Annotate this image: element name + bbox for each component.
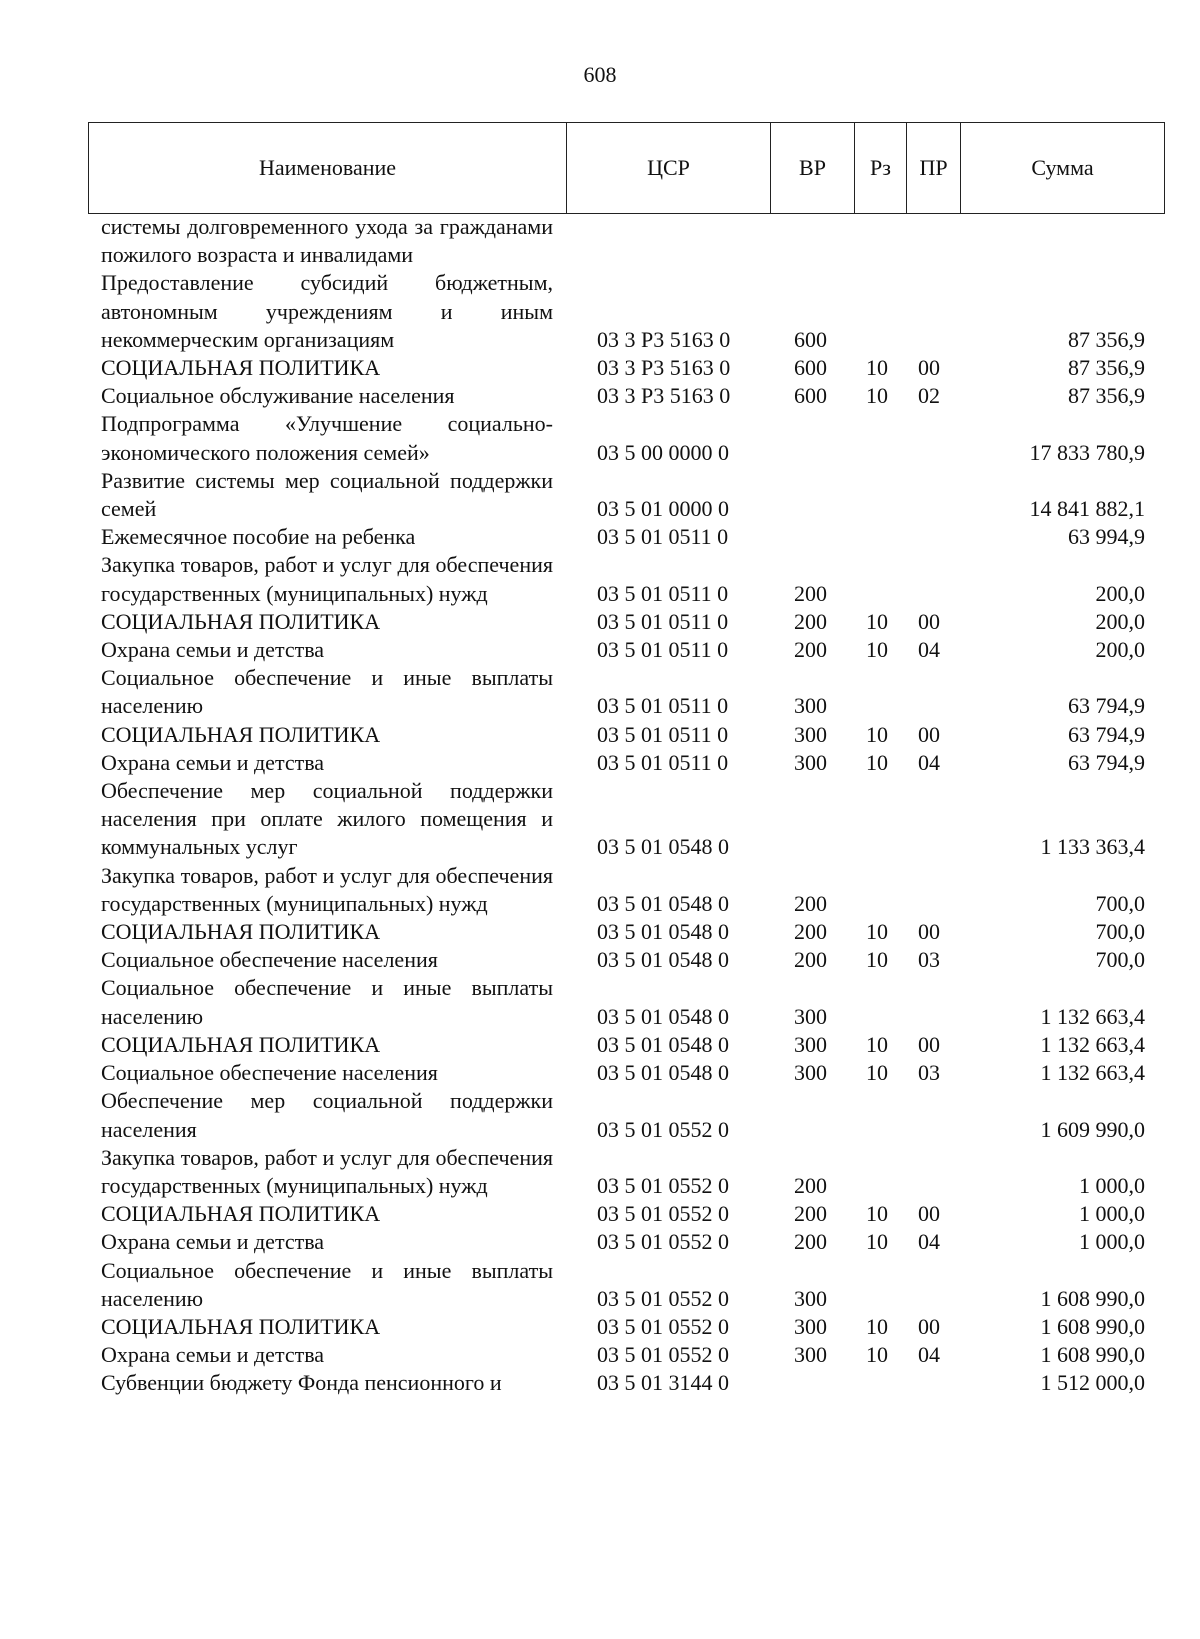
- row-name: СОЦИАЛЬНАЯ ПОЛИТИКА: [101, 721, 381, 747]
- row-sum: 63 794,9: [1068, 721, 1145, 747]
- row-pr: 00: [918, 1201, 940, 1227]
- row-name: СОЦИАЛЬНАЯ ПОЛИТИКА: [101, 919, 381, 945]
- row-name: Подпрограмма «Улучшение социально-экономического положения семей»: [101, 411, 553, 465]
- row-vr: 200: [794, 1229, 827, 1255]
- row-name: СОЦИАЛЬНАЯ ПОЛИТИКА: [101, 608, 381, 634]
- row-sum: 1 132 663,4: [1040, 1003, 1145, 1029]
- row-pr: 03: [918, 1060, 940, 1086]
- table-row: [0, 467, 1200, 523]
- header-sum: Сумма: [961, 123, 1165, 214]
- row-pr: 04: [918, 637, 940, 663]
- row-csr: 03 5 01 0511 0: [597, 637, 729, 663]
- table-row: [0, 1200, 1200, 1228]
- row-sum: 87 356,9: [1068, 383, 1145, 409]
- row-pr: 03: [918, 947, 940, 973]
- row-csr: 03 3 Р3 5163 0: [597, 326, 731, 352]
- row-vr: 600: [794, 355, 827, 381]
- table-row: [0, 1257, 1200, 1313]
- table-row: [0, 1313, 1200, 1341]
- row-csr: 03 5 01 0548 0: [597, 947, 729, 973]
- header-pr: ПР: [907, 123, 961, 214]
- row-csr: 03 5 01 0548 0: [597, 1003, 729, 1029]
- table-row: [0, 1059, 1200, 1087]
- table-row: [0, 749, 1200, 777]
- table-row: [0, 636, 1200, 664]
- table-row: [0, 1369, 1200, 1397]
- row-csr: 03 5 01 0552 0: [597, 1285, 729, 1311]
- row-sum: 87 356,9: [1068, 326, 1145, 352]
- row-vr: 200: [794, 1172, 827, 1198]
- row-sum: 63 794,9: [1068, 749, 1145, 775]
- row-csr: 03 5 00 0000 0: [597, 439, 729, 465]
- row-pr: 00: [918, 1313, 940, 1339]
- table-row: [0, 1087, 1200, 1143]
- row-csr: 03 5 01 0548 0: [597, 1060, 729, 1086]
- row-csr: 03 5 01 3144 0: [597, 1370, 729, 1396]
- table-row: [0, 777, 1200, 862]
- row-name: СОЦИАЛЬНАЯ ПОЛИТИКА: [101, 355, 381, 381]
- header-rz: Рз: [855, 123, 907, 214]
- row-pr: 04: [918, 749, 940, 775]
- row-csr: 03 5 01 0548 0: [597, 834, 729, 860]
- row-name: Социальное обеспечение и иные выплаты населению: [101, 665, 553, 719]
- row-name: СОЦИАЛЬНАЯ ПОЛИТИКА: [101, 1031, 381, 1057]
- row-pr: 00: [918, 721, 940, 747]
- row-rz: 10: [866, 721, 888, 747]
- row-sum: 1 000,0: [1079, 1229, 1145, 1255]
- row-sum: 1 133 363,4: [1040, 834, 1145, 860]
- row-csr: 03 5 01 0548 0: [597, 919, 729, 945]
- row-sum: 1 000,0: [1079, 1172, 1145, 1198]
- row-name: Закупка товаров, работ и услуг для обеспечения государственных (муниципальных) нужд: [101, 552, 553, 606]
- row-sum: 17 833 780,9: [1029, 439, 1145, 465]
- header-vr: ВР: [771, 123, 855, 214]
- row-vr: 300: [794, 749, 827, 775]
- table-row: [0, 523, 1200, 551]
- row-sum: 14 841 882,1: [1029, 496, 1145, 522]
- row-vr: 300: [794, 1285, 827, 1311]
- row-vr: 600: [794, 326, 827, 352]
- row-name: Охрана семьи и детства: [101, 637, 325, 663]
- table-row: [0, 213, 1200, 269]
- row-rz: 10: [866, 749, 888, 775]
- row-sum: 63 994,9: [1068, 524, 1145, 550]
- row-sum: 200,0: [1095, 608, 1145, 634]
- table-row: [0, 354, 1200, 382]
- row-vr: 300: [794, 1313, 827, 1339]
- header-csr: ЦСР: [567, 123, 771, 214]
- row-name: СОЦИАЛЬНАЯ ПОЛИТИКА: [101, 1313, 381, 1339]
- page-number: 608: [583, 62, 617, 87]
- row-csr: 03 5 01 0511 0: [597, 580, 729, 606]
- row-csr: 03 5 01 0511 0: [597, 524, 729, 550]
- row-sum: 700,0: [1095, 947, 1145, 973]
- table-row: [0, 269, 1200, 354]
- row-pr: 04: [918, 1229, 940, 1255]
- row-vr: 300: [794, 1342, 827, 1368]
- row-vr: 200: [794, 608, 827, 634]
- row-csr: 03 5 01 0511 0: [597, 608, 729, 634]
- row-csr: 03 5 01 0552 0: [597, 1313, 729, 1339]
- table-row: [0, 664, 1200, 720]
- row-vr: 200: [794, 1201, 827, 1227]
- row-csr: 03 3 Р3 5163 0: [597, 355, 731, 381]
- row-vr: 200: [794, 890, 827, 916]
- row-rz: 10: [866, 919, 888, 945]
- row-csr: 03 5 01 0552 0: [597, 1201, 729, 1227]
- row-csr: 03 3 Р3 5163 0: [597, 383, 731, 409]
- row-name: Социальное обеспечение и иные выплаты населению: [101, 1257, 553, 1311]
- row-rz: 10: [866, 1342, 888, 1368]
- table-row: [0, 918, 1200, 946]
- row-rz: 10: [866, 355, 888, 381]
- table-row: [0, 1341, 1200, 1369]
- table-body: [0, 213, 1200, 1398]
- row-csr: 03 5 01 0511 0: [597, 749, 729, 775]
- row-vr: 200: [794, 947, 827, 973]
- row-rz: 10: [866, 1313, 888, 1339]
- row-csr: 03 5 01 0511 0: [597, 693, 729, 719]
- row-sum: 1 000,0: [1079, 1201, 1145, 1227]
- table-row: [0, 1228, 1200, 1256]
- row-csr: 03 5 01 0552 0: [597, 1229, 729, 1255]
- row-rz: 10: [866, 608, 888, 634]
- row-pr: 00: [918, 919, 940, 945]
- row-name: Социальное обеспечение и иные выплаты населению: [101, 975, 553, 1029]
- row-csr: 03 5 01 0552 0: [597, 1172, 729, 1198]
- row-vr: 300: [794, 693, 827, 719]
- row-rz: 10: [866, 947, 888, 973]
- table-row: [0, 974, 1200, 1030]
- row-name: Социальное обеспечение населения: [101, 947, 438, 973]
- row-vr: 200: [794, 637, 827, 663]
- row-pr: 00: [918, 355, 940, 381]
- row-rz: 10: [866, 1229, 888, 1255]
- row-sum: 63 794,9: [1068, 693, 1145, 719]
- row-sum: 200,0: [1095, 580, 1145, 606]
- row-pr: 02: [918, 383, 940, 409]
- table-row: [0, 382, 1200, 410]
- table-row: [0, 862, 1200, 918]
- row-sum: 1 132 663,4: [1040, 1060, 1145, 1086]
- row-name: Охрана семьи и детства: [101, 1342, 325, 1368]
- row-pr: 00: [918, 608, 940, 634]
- row-vr: 300: [794, 1031, 827, 1057]
- row-csr: 03 5 01 0000 0: [597, 496, 729, 522]
- table-row: [0, 410, 1200, 466]
- row-csr: 03 5 01 0548 0: [597, 890, 729, 916]
- row-csr: 03 5 01 0552 0: [597, 1342, 729, 1368]
- row-name: Социальное обеспечение населения: [101, 1060, 438, 1086]
- row-rz: 10: [866, 637, 888, 663]
- row-sum: 1 609 990,0: [1040, 1116, 1145, 1142]
- table-row: [0, 1144, 1200, 1200]
- row-sum: 1 608 990,0: [1040, 1285, 1145, 1311]
- row-pr: 04: [918, 1342, 940, 1368]
- table-row: [0, 1031, 1200, 1059]
- row-csr: 03 5 01 0552 0: [597, 1116, 729, 1142]
- row-csr: 03 5 01 0548 0: [597, 1031, 729, 1057]
- row-vr: 200: [794, 580, 827, 606]
- row-name: Обеспечение мер социальной поддержки населения: [101, 1088, 553, 1142]
- row-name: Закупка товаров, работ и услуг для обеспечения государственных (муниципальных) нужд: [101, 1144, 553, 1198]
- row-sum: 200,0: [1095, 637, 1145, 663]
- row-name: Развитие системы мер социальной поддержки семей: [101, 467, 553, 522]
- row-sum: 1 512 000,0: [1040, 1370, 1145, 1396]
- row-sum: 87 356,9: [1068, 355, 1145, 381]
- row-rz: 10: [866, 1031, 888, 1057]
- row-vr: 200: [794, 919, 827, 945]
- row-name: Охрана семьи и детства: [101, 1229, 325, 1255]
- header-name: Наименование: [89, 123, 567, 214]
- row-sum: 700,0: [1095, 890, 1145, 916]
- table-row: [0, 721, 1200, 749]
- row-rz: 10: [866, 1060, 888, 1086]
- row-name: Предоставление субсидий бюджетным, автономным учреждениям и иным некоммерческим организациям: [101, 270, 553, 352]
- row-sum: 700,0: [1095, 919, 1145, 945]
- row-name: системы долговременного ухода за гражданами пожилого возраста и инвалидами: [101, 214, 553, 268]
- table-row: [0, 946, 1200, 974]
- row-csr: 03 5 01 0511 0: [597, 721, 729, 747]
- row-name: Социальное обслуживание населения: [101, 383, 455, 409]
- row-sum: 1 608 990,0: [1040, 1313, 1145, 1339]
- table-header: [88, 122, 1165, 214]
- row-vr: 300: [794, 1003, 827, 1029]
- row-sum: 1 132 663,4: [1040, 1031, 1145, 1057]
- row-vr: 600: [794, 383, 827, 409]
- row-name: СОЦИАЛЬНАЯ ПОЛИТИКА: [101, 1201, 381, 1227]
- table-row: [0, 551, 1200, 607]
- row-rz: 10: [866, 383, 888, 409]
- row-name: Субвенции бюджету Фонда пенсионного и: [101, 1370, 502, 1396]
- row-pr: 00: [918, 1031, 940, 1057]
- row-sum: 1 608 990,0: [1040, 1342, 1145, 1368]
- row-rz: 10: [866, 1201, 888, 1227]
- table-row: [0, 608, 1200, 636]
- row-name: Обеспечение мер социальной поддержки населения при оплате жилого помещения и коммунальных услуг: [101, 778, 553, 860]
- row-name: Охрана семьи и детства: [101, 749, 325, 775]
- row-name: Закупка товаров, работ и услуг для обеспечения государственных (муниципальных) нужд: [101, 862, 553, 916]
- row-name: Ежемесячное пособие на ребенка: [101, 524, 416, 550]
- row-vr: 300: [794, 721, 827, 747]
- row-vr: 300: [794, 1060, 827, 1086]
